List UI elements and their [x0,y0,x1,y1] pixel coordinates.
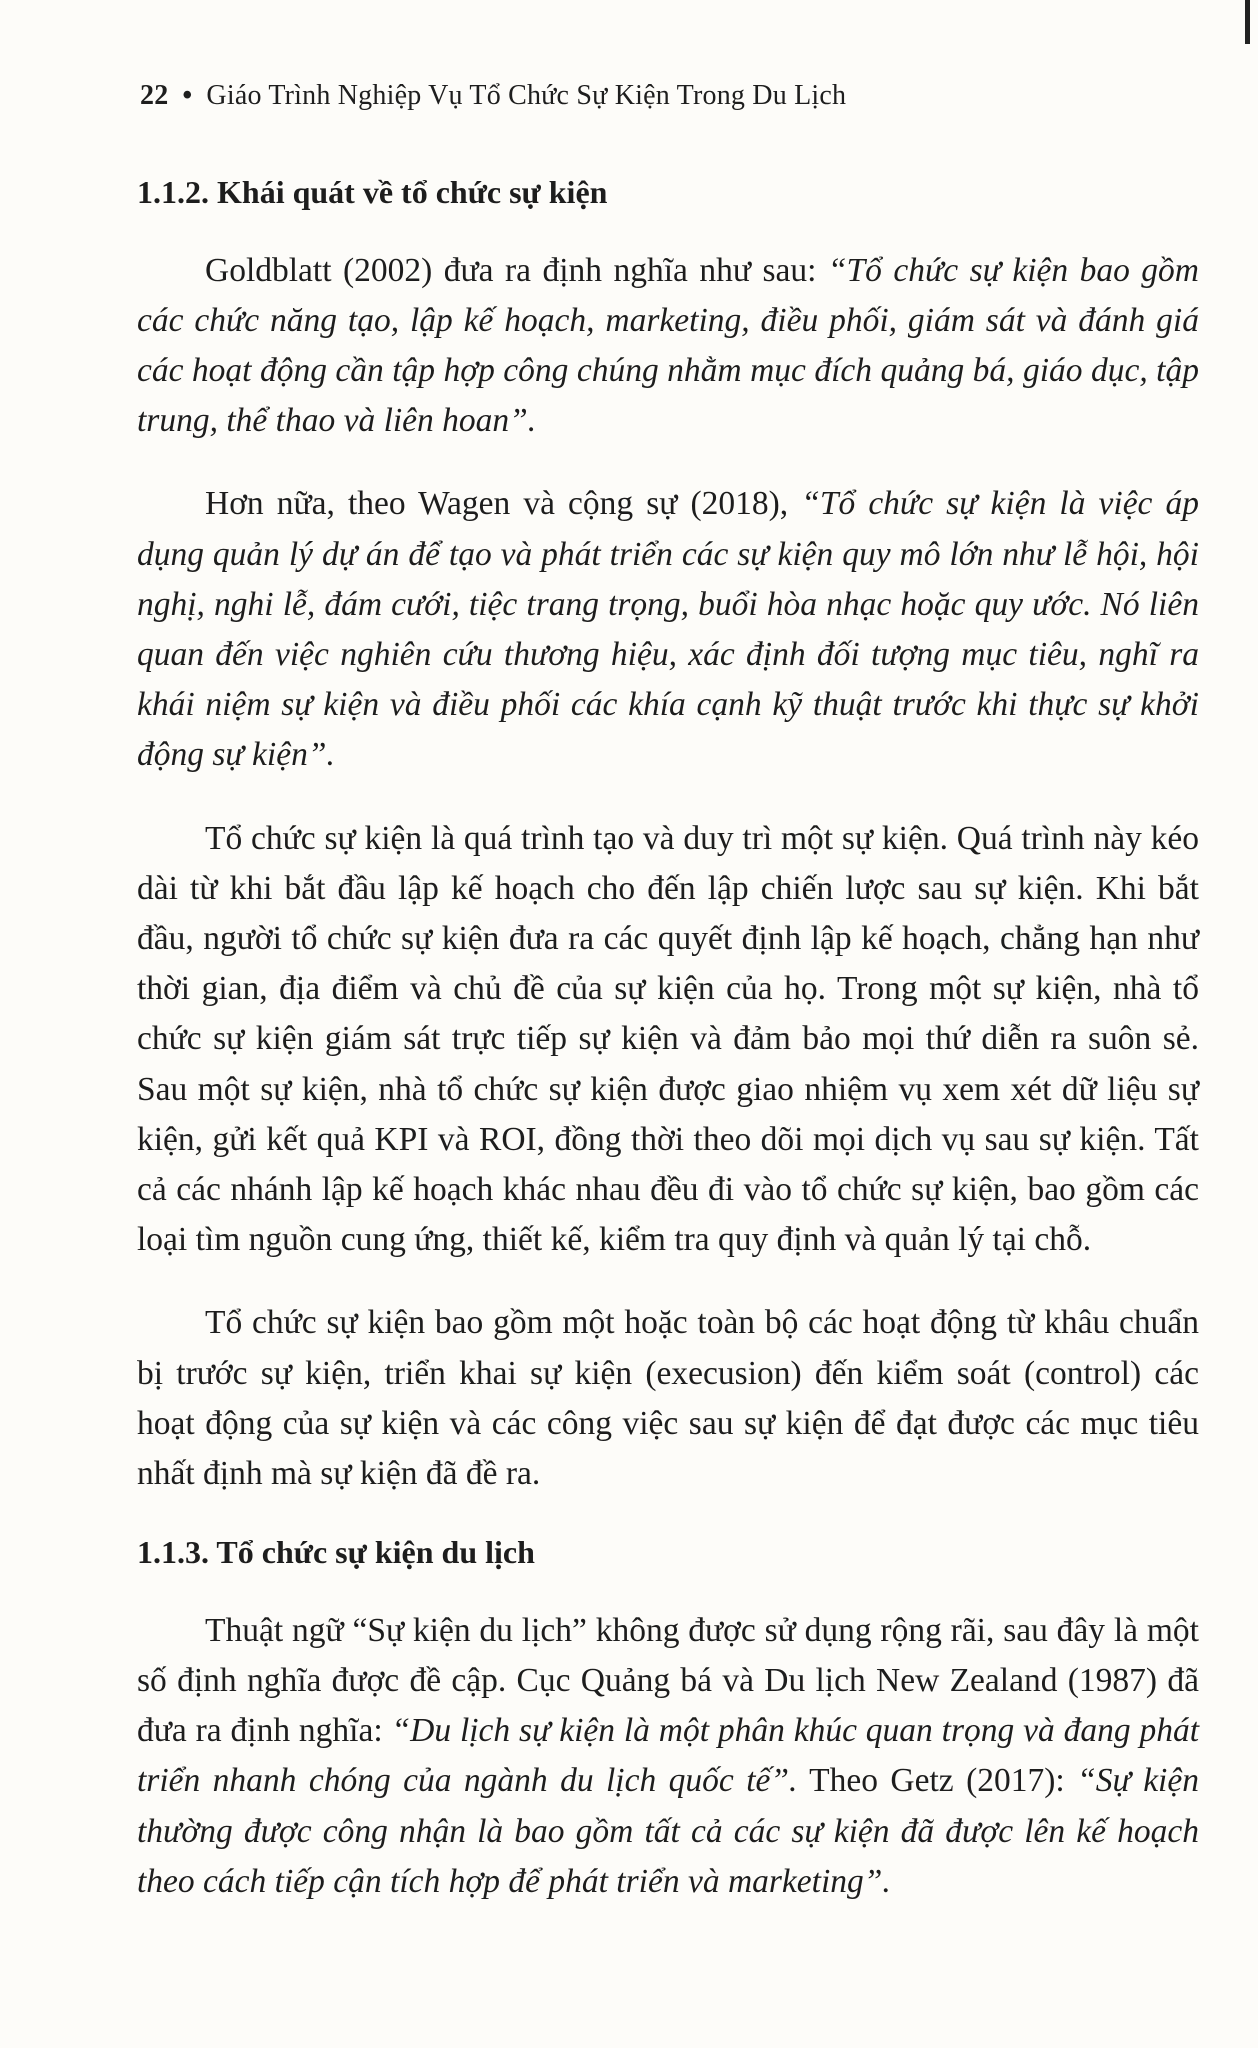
paragraph-mid: Theo Getz (2017): [797,1762,1078,1800]
running-header [140,80,846,112]
page-number: 22 [140,80,169,111]
paragraph-goldblatt [137,246,1199,447]
quote-goldblatt: “Tổ chức sự kiện bao gồm các chức năng tạo, lập kế hoạch, marketing, điều phối, giám sát và đánh giá các hoạt động cần tập hợp công chúng nhằm mục đích quảng bá, giáo dục, tập trung, thể thao và liên hoan”. [137,251,1199,440]
page-body [137,172,1199,1940]
quote-new-zealand: “Du lịch sự kiện là một phân khúc quan trọng và đang phát triển nhanh chóng của ngành du lịch quốc tế”. [137,1712,1199,1800]
paragraph-activities: Tổ chức sự kiện bao gồm một hoặc toàn bộ các hoạt động từ khâu chuẩn bị trước sự kiện, triển khai sự kiện (execusion) đến kiểm soát (control) các hoạt động của sự kiện và các công việc sau sự kiện để đạt được các mục tiêu nhất định mà sự kiện đã đề ra. [137,1304,1199,1493]
paragraph-wagen [137,479,1199,780]
paragraph-intro: Hơn nữa, theo Wagen và cộng sự (2018), [205,485,802,523]
section-heading-1-1-3: 1.1.3. Tổ chức sự kiện du lịch [137,1534,535,1571]
paragraph-tourism-event [137,1606,1199,1907]
book-title: Giáo Trình Nghiệp Vụ Tổ Chức Sự Kiện Trong Du Lịch [206,80,847,111]
quote-wagen: “Tổ chức sự kiện là việc áp dụng quản lý dự án để tạo và phát triển các sự kiện quy mô lớn như lễ hội, hội nghị, nghi lễ, đám cưới, tiệc trang trọng, buổi hòa nhạc hoặc quy ước. Nó liên quan đến việc nghiên cứu thương hiệu, xác định đối tượng mục tiêu, nghĩ ra khái niệm sự kiện và điều phối các khía cạnh kỹ thuật trước khi thực sự khởi động sự kiện”. [137,485,1199,774]
paragraph-process: Tổ chức sự kiện là quá trình tạo và duy trì một sự kiện. Quá trình này kéo dài từ khi bắt đầu lập kế hoạch cho đến lập chiến lược sau sự kiện. Khi bắt đầu, người tổ chức sự kiện đưa ra các quyết định lập kế hoạch, chẳng hạn như thời gian, địa điểm và chủ đề của sự kiện của họ. Trong một sự kiện, nhà tổ chức sự kiện giám sát trực tiếp sự kiện và đảm bảo mọi thứ diễn ra suôn sẻ. Sau một sự kiện, nhà tổ chức sự kiện được giao nhiệm vụ xem xét dữ liệu sự kiện, gửi kết quả KPI và ROI, đồng thời theo dõi mọi dịch vụ sau sự kiện. Tất cả các nhánh lập kế hoạch khác nhau đều đi vào tổ chức sự kiện, bao gồm các loại tìm nguồn cung ứng, thiết kế, kiểm tra quy định và quản lý tại chỗ. [137,819,1199,1259]
paragraph-intro: Goldblatt (2002) đưa ra định nghĩa như sau: [205,251,828,289]
quote-getz: “Sự kiện thường được công nhận là bao gồm tất cả các sự kiện đã được lên kế hoạch theo cách tiếp cận tích hợp để phát triển và marketing”. [137,1762,1199,1900]
header-bullet: • [182,80,193,111]
section-heading-1-1-2: 1.1.2. Khái quát về tổ chức sự kiện [137,174,608,210]
page-edge-mark [1245,0,1250,44]
paragraph-intro: Thuật ngữ “Sự kiện du lịch” không được sử dụng rộng rãi, sau đây là một số định nghĩa được đề cập. Cục Quảng bá và Du lịch New Zealand (1987) đã đưa ra định nghĩa: [137,1611,1199,1750]
